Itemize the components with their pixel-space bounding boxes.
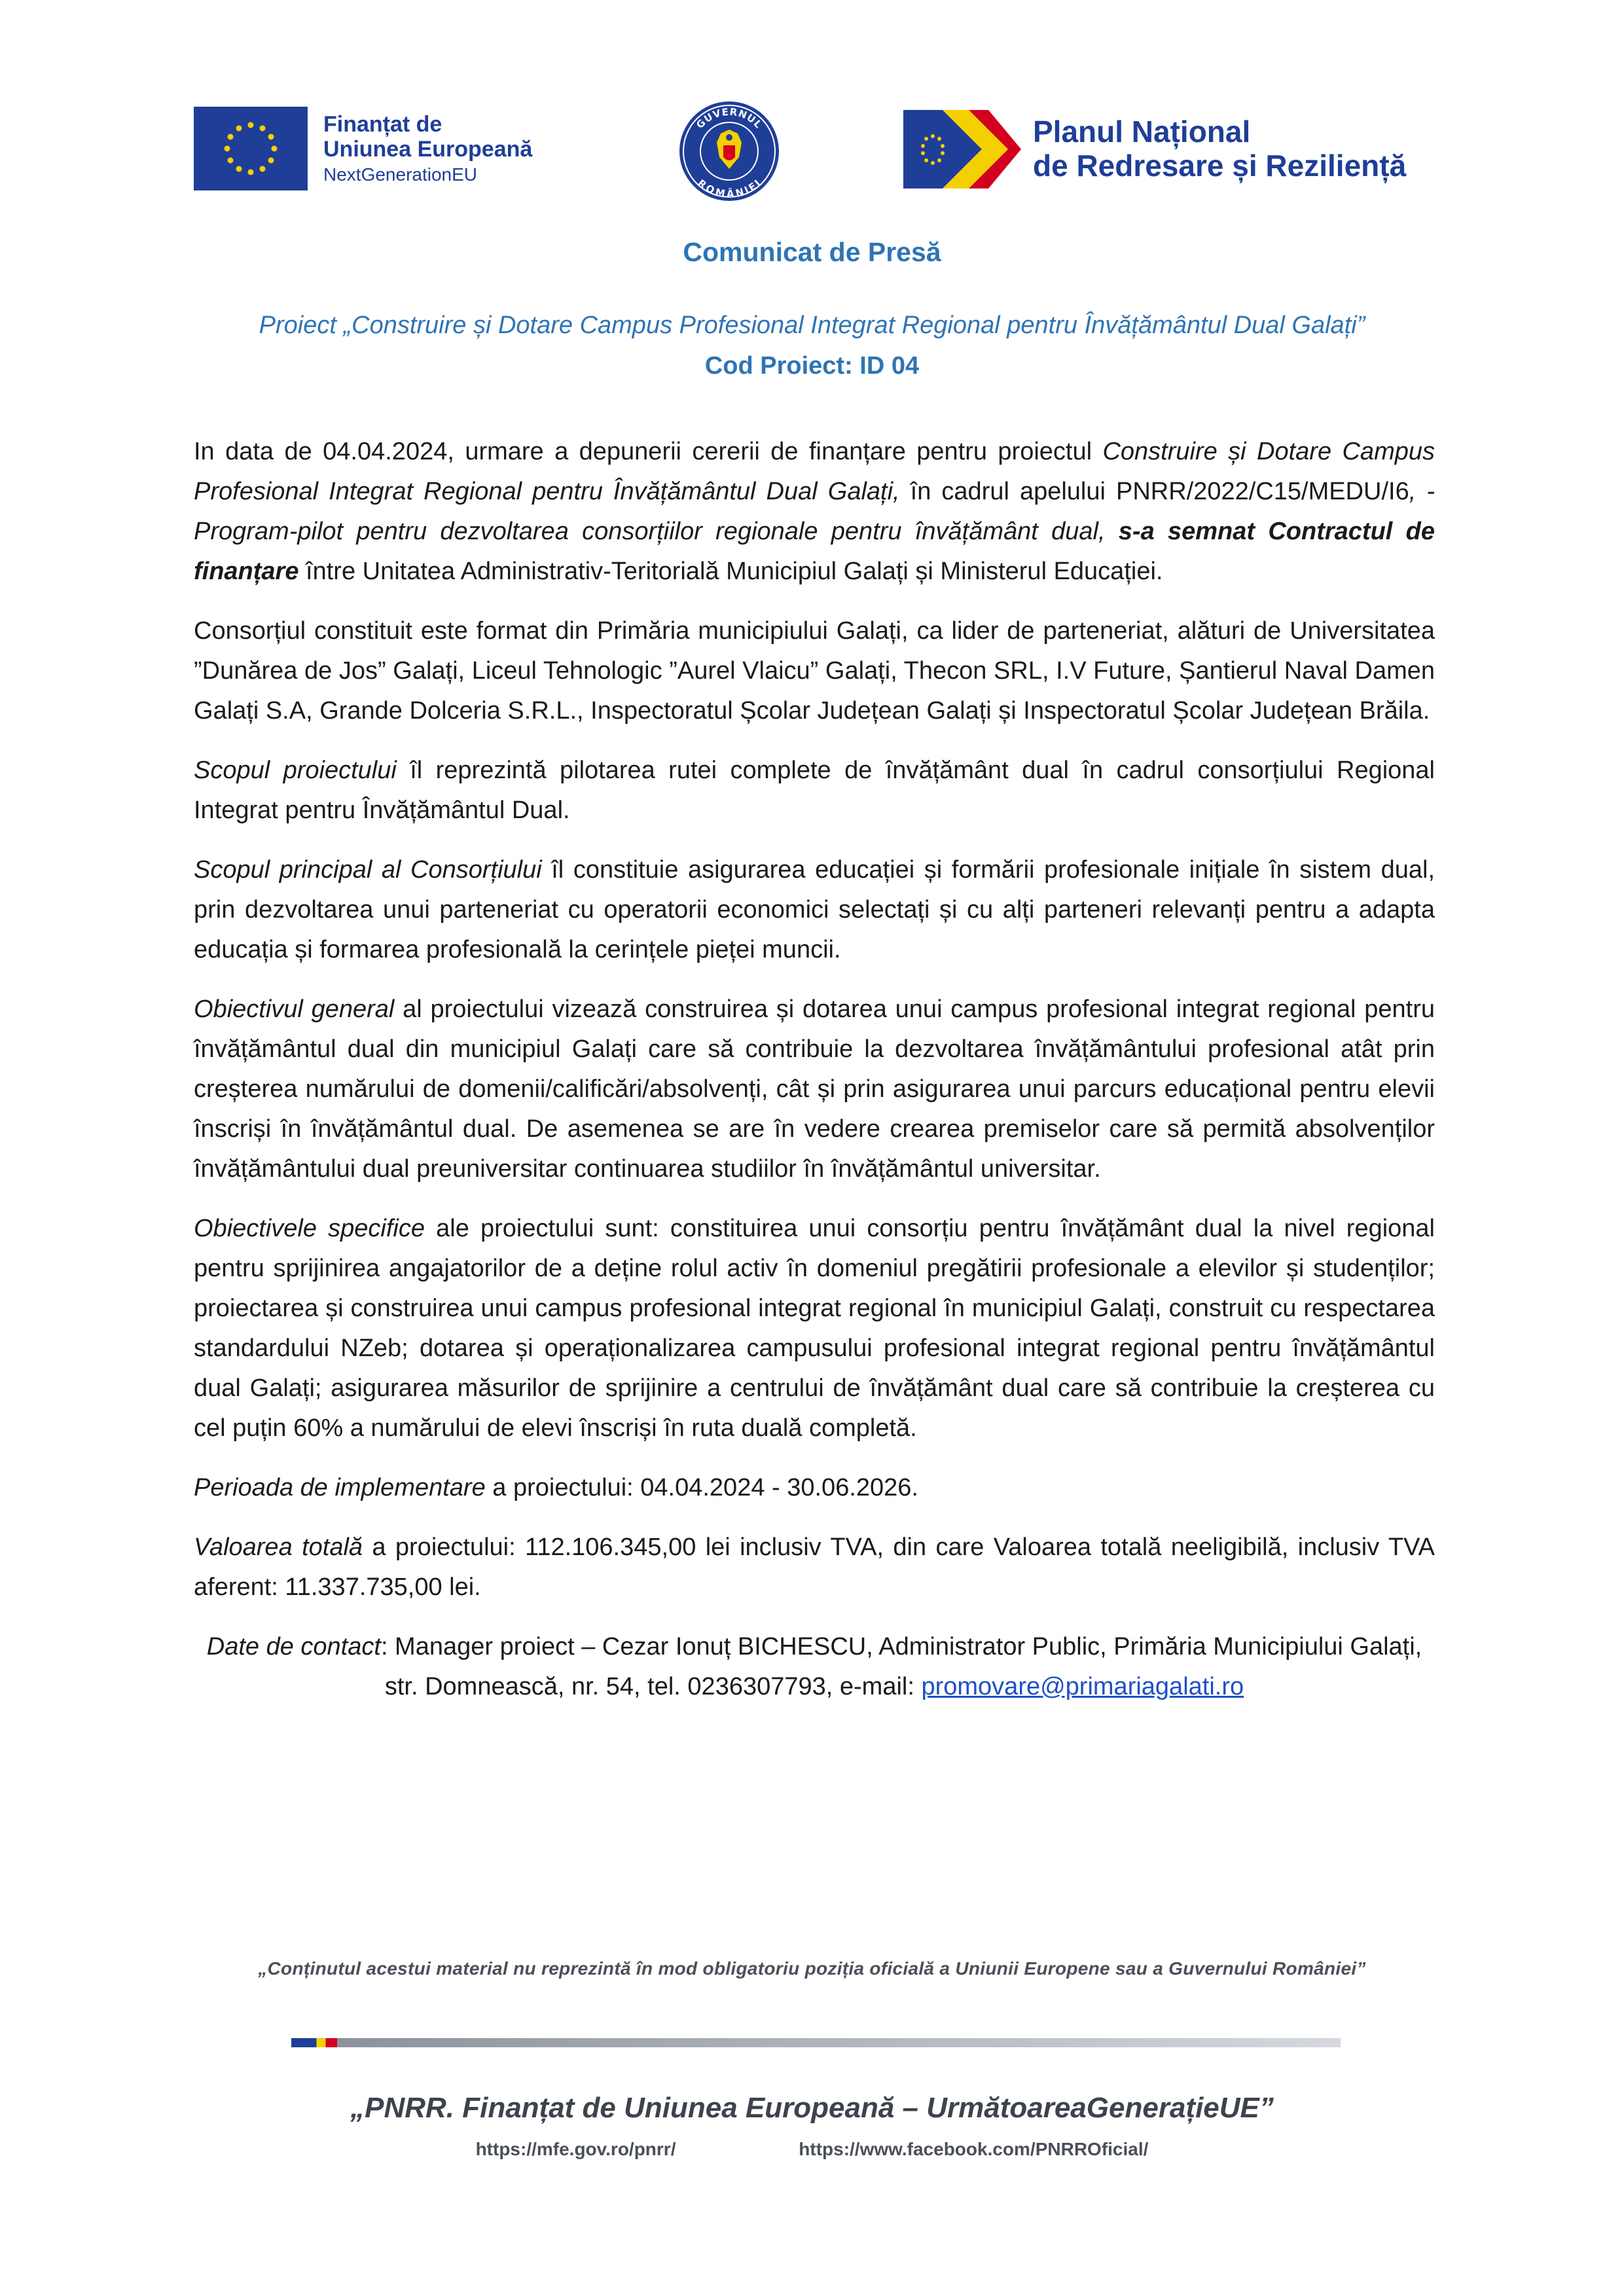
paragraph-contract-signing: In data de 04.04.2024, urmare a depunerii cererii de finanțare pentru proiectul Construire și Dotare Campus Profesional Integrat Regional pentru Învățământul Dual Galați, în cadrul apelului PNRR/2022/C15/MEDU/I6, - Program-pilot pentru dezvoltarea consorțiilor regionale pentru învățământ dual, s-a semnat Contractul de finanțare între Unitatea Administrativ-Teritorială Municipiul Galați și Ministerul Educației. xyxy=(194,438,1435,585)
romanian-government-seal xyxy=(677,99,781,203)
mfe-link[interactable]: https://mfe.gov.ro/pnrr/ xyxy=(475,2139,676,2159)
paragraph-consortium: Consorțiul constituit este format din Primăria municipiului Galați, ca lider de parteneriat, alături de Universitatea ”Dunărea de Jos” Galați, Liceul Tehnologic ”Aurel Vlaicu” Galați, Thecon SRL, I.V Future, Șantierul Naval Damen Galați S.A, Grande Dolceria S.R.L., Inspectoratul Școlar Județean Galați și Inspectoratul Școlar Județean Brăila. xyxy=(194,617,1435,725)
pnrr-slogan: „PNRR. Finanțat de Uniunea Europeană – UrmătoareaGenerațieUE” xyxy=(350,2092,1274,2124)
paragraph-implementation-period: Perioada de implementare a proiectului: 04.04.2024 - 30.06.2026. xyxy=(194,1474,918,1501)
paragraph-general-objective: Obiectivul general al proiectului vizează construirea și dotarea unui campus profesional integrat regional pentru învățământul dual din municipiul Galați care să contribuie la dezvoltarea învățământului profesional atât prin creșterea numărului de domenii/calificări/absolvenți, cât și prin asigurarea unui parcurs educațional pentru elevii înscriși în învățământul dual. De asemenea se are în vedere crearea premiselor care să permită absolvenților învățământului dual preuniversitar continuarea studiilor în învățământul universitar. xyxy=(194,996,1435,1183)
pnrr-logo-line-2: de Redresare și Reziliență xyxy=(1033,149,1407,183)
contact-email-link[interactable]: promovare@primariagalati.ro xyxy=(921,1673,1244,1700)
pnrr-logo xyxy=(903,110,1406,188)
press-release-body xyxy=(194,432,1435,1727)
eu-logo-line-3: NextGenerationEU xyxy=(323,164,478,185)
seal-bottom-text: ROMÂNIEI xyxy=(695,177,764,200)
contact-details: Date de contact: Manager proiect – Cezar Ionuț BICHESCU, Administrator Public, Primăria Municipiului Galați, str. Domnească, nr. 54, tel. 0236307793, e-mail: promovare@primariagalati.ro xyxy=(206,1633,1422,1700)
eu-logo-line-1: Finanțat de xyxy=(323,112,442,137)
paragraph-total-value: Valoarea totală a proiectului: 112.106.345,00 lei inclusiv TVA, din care Valoarea totală neeligibilă, inclusiv TVA aferent: 11.337.735,00 lei. xyxy=(194,1534,1435,1601)
press-release-title: Comunicat de Presă xyxy=(683,237,941,267)
eu-disclaimer: „Conținutul acestui material nu reprezintă în mod obligatoriu poziția oficială a Uniunii Europene sau a Guvernului României” xyxy=(258,1958,1366,1979)
pnrr-logo-line-1: Planul Național xyxy=(1033,115,1251,149)
footer-divider xyxy=(291,2038,1341,2047)
project-code: Cod Proiect: ID 04 xyxy=(704,352,920,380)
seal-top-text: GUVERNUL xyxy=(694,105,765,131)
footer-links xyxy=(0,2139,1624,2160)
eu-flag-icon xyxy=(194,107,308,190)
pnrr-flag-icon xyxy=(903,110,1021,188)
divider-flag-segment xyxy=(291,2038,337,2047)
paragraph-project-scope: Scopul proiectului îl reprezintă pilotarea rutei complete de învățământ dual în cadrul consorțiului Regional Integrat pentru Învățământul Dual. xyxy=(194,757,1435,824)
facebook-link[interactable]: https://www.facebook.com/PNRROficial/ xyxy=(799,2139,1149,2159)
eu-logo-line-2: Uniunea Europeană xyxy=(323,137,533,162)
eu-funding-logo xyxy=(194,107,532,190)
paragraph-consortium-scope: Scopul principal al Consorțiului îl constituie asigurarea educației și formării profesionale inițiale în sistem dual, prin dezvoltarea unui parteneriat cu operatorii economici selectați și cu alți parteneri relevanți pentru a adapta educația și formarea profesională la cerințele pieței muncii. xyxy=(194,856,1435,963)
project-title: Proiect „Construire și Dotare Campus Profesional Integrat Regional pentru Învățământul Dual Galați” xyxy=(259,312,1365,339)
divider-grey-segment xyxy=(337,2038,1341,2047)
paragraph-specific-objectives: Obiectivele specifice ale proiectului sunt: constituirea unui consorțiu pentru învățământ dual la nivel regional pentru sprijinirea angajatorilor de a deține rolul activ în domeniul pregătirii profesionale a elevilor și studenților; proiectarea și construirea unui campus profesional integrat regional în municipiul Galați, construit cu respectarea standardului NZeb; dotarea și operaționalizarea campusului profesional integrat regional pentru învățământul dual Galați; asigurarea măsurilor de sprijinire a centrului de învățământ dual care să contribuie la creșterea cu cel puțin 60% a numărului de elevi înscriși în ruta duală completă. xyxy=(194,1215,1435,1442)
